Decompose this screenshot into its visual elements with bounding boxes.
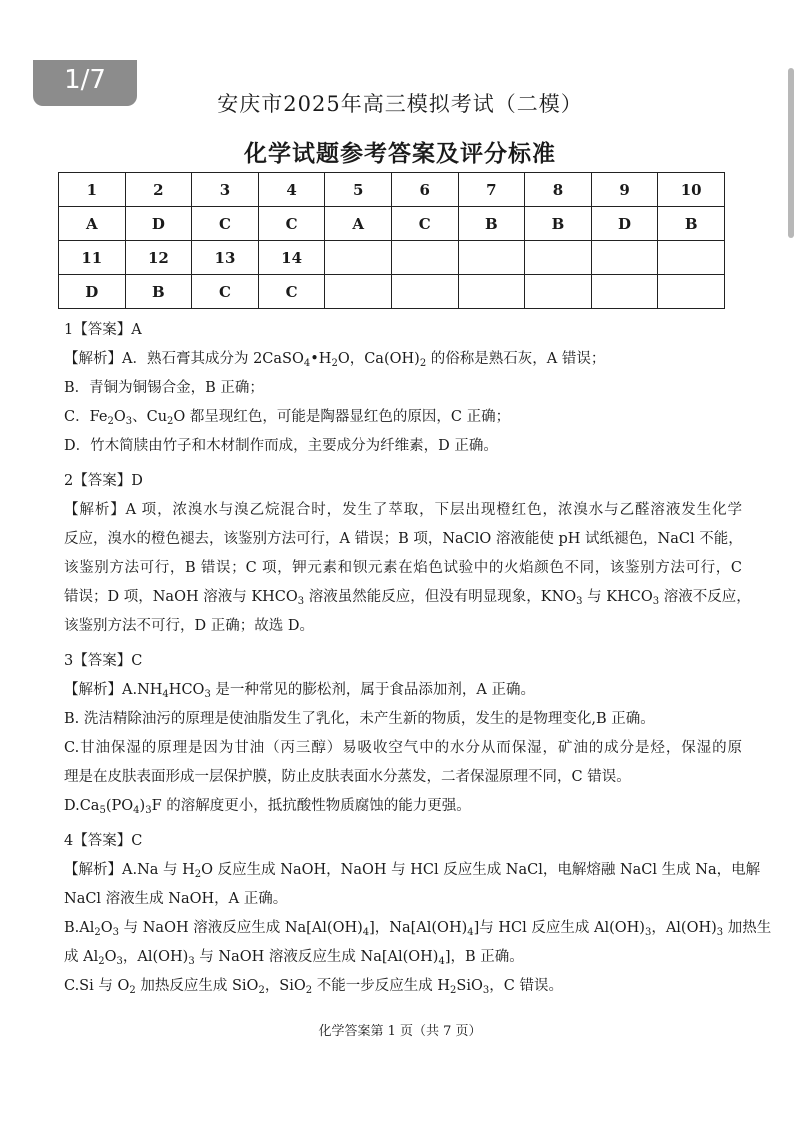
answer-cell: D — [59, 275, 126, 309]
answer-cell: B — [125, 275, 192, 309]
answer-cell: B — [525, 207, 592, 241]
explanations — [64, 316, 772, 1001]
q4-explanation-line: NaCl 溶液生成 NaOH，A 正确。 — [64, 891, 288, 907]
question-number-cell: 1 — [59, 173, 126, 207]
answer-cell — [391, 275, 458, 309]
page-indicator-badge: 1/7 — [33, 60, 137, 106]
q4-explanation-line: C.Si 与 $O_2$ 加热反应生成 SiO$_2$，SiO$_2$ 不能一步反应生成 $H_2SiO_3$，C 错误。 — [64, 978, 563, 996]
answer-cell — [458, 275, 525, 309]
question-number-cell: 4 — [258, 173, 325, 207]
answer-cell: A — [59, 207, 126, 241]
answer-cell — [658, 275, 725, 309]
question-number-cell: 3 — [192, 173, 259, 207]
answer-cell: D — [591, 207, 658, 241]
answer-cell — [591, 275, 658, 309]
question-number-cell: 8 — [525, 173, 592, 207]
answer-key-title: 化学试题参考答案及评分标准 — [244, 140, 556, 167]
question-number-cell — [658, 241, 725, 275]
question-number-cell — [525, 241, 592, 275]
q4-explanation-line: 成 $Al_2O_3$，$Al(OH)_3$ 与 NaOH 溶液反应生成 $Na[Al(OH)_4]$，B 正确。 — [64, 949, 524, 967]
q3-explanation-line: 理是在皮肤表面形成一层保护膜，防止皮肤表面水分蒸发，二者保湿原理不同，C 错误。 — [64, 769, 631, 785]
question-number-cell: 7 — [458, 173, 525, 207]
question-number-row — [59, 173, 725, 207]
answer-cell: A — [325, 207, 392, 241]
q4-explanation-line: $B.Al_2O_3$ 与 NaOH 溶液反应生成 $Na[Al(OH)_4]$，$Na[Al(OH)_4]$与 HCl 反应生成 $Al(OH)_3$，$Al(OH)_3$ 加热生 — [64, 920, 772, 938]
q2-explanation-line: 【解析】A 项，浓溴水与溴乙烷混合时，发生了萃取，下层出现橙红色，浓溴水与乙醛溶液发生化学 — [64, 502, 742, 518]
answer-cell — [325, 275, 392, 309]
question-number-cell — [325, 241, 392, 275]
question-number-cell: 10 — [658, 173, 725, 207]
answer-table — [58, 172, 725, 309]
q2-explanation-line: 该鉴别方法不可行，D 正确；故选 D。 — [64, 618, 314, 634]
answer-cell: C — [192, 207, 259, 241]
answer-cell: B — [658, 207, 725, 241]
answer-cell — [525, 275, 592, 309]
q1-explanation-line: D．竹木简牍由竹子和木材制作而成，主要成分为纤维素，D 正确。 — [64, 438, 498, 454]
question-number-cell: 12 — [125, 241, 192, 275]
answer-row — [59, 207, 725, 241]
question-number-cell: 11 — [59, 241, 126, 275]
q1-explanation-line: C．$Fe_2O_3$、$Cu_2O$ 都呈现红色，可能是陶器显红色的原因，C 正确； — [64, 409, 511, 427]
question-number-cell: 6 — [391, 173, 458, 207]
answer-cell: C — [258, 207, 325, 241]
answer-cell: D — [125, 207, 192, 241]
page-footer: 化学答案第 1 页（共 7 页） — [318, 1024, 482, 1039]
question-number-cell: 9 — [591, 173, 658, 207]
q4-answer-heading: 4【答案】C — [64, 833, 143, 849]
question-number-cell: 14 — [258, 241, 325, 275]
q3-explanation-line: $D.Ca_5(PO_4)_3F$ 的溶解度更小，抵抗酸性物质腐蚀的能力更强。 — [64, 798, 471, 816]
q4-explanation-line: 【解析】A.Na 与 $H_2O$ 反应生成 NaOH，NaOH 与 HCl 反应生成 NaCl，电解熔融 NaCl 生成 Na，电解 — [64, 862, 761, 880]
q3-explanation-line: B. 洗洁精除油污的原理是使油脂发生了乳化，未产生新的物质，发生的是物理变化,B 正确。 — [64, 711, 655, 727]
q2-explanation-line: 反应，溴水的橙色褪去，该鉴别方法可行，A 错误；B 项，NaClO 溶液能使 pH 试纸褪色，NaCl 不能， — [64, 531, 743, 547]
question-number-cell: 5 — [325, 173, 392, 207]
question-number-cell — [458, 241, 525, 275]
question-number-cell: 13 — [192, 241, 259, 275]
answer-cell: B — [458, 207, 525, 241]
answer-cell: C — [391, 207, 458, 241]
question-number-cell — [391, 241, 458, 275]
q3-answer-heading: 3【答案】C — [64, 653, 143, 669]
q1-explanation-line: 【解析】A．熟石膏其成分为 $2CaSO_4•H_2O$，$Ca(OH)_2$ 的俗称是熟石灰，A 错误； — [64, 351, 606, 369]
answer-cell: C — [192, 275, 259, 309]
q1-answer-heading: 1【答案】A — [64, 322, 142, 338]
question-number-cell: 2 — [125, 173, 192, 207]
q2-explanation-line: 错误；D 项，NaOH 溶液与 $KHCO_3$ 溶液虽然能反应，但没有明显现象，$KNO_3$ 与 $KHCO_3$ 溶液不反应， — [64, 589, 751, 607]
answer-row — [59, 275, 725, 309]
q1-explanation-line: B．青铜为铜锡合金，B 正确； — [64, 380, 264, 396]
question-number-cell — [591, 241, 658, 275]
q3-explanation-line: 【解析】$A.NH_4HCO_3$ 是一种常见的膨松剂，属于食品添加剂，A 正确。 — [64, 682, 536, 700]
q2-explanation-line: 该鉴别方法可行，B 错误；C 项，钾元素和钡元素在焰色试验中的火焰颜色不同，该鉴别方法可行，C — [64, 560, 742, 576]
exam-title: 安庆市2025年高三模拟考试（二模） — [217, 92, 583, 116]
answer-cell: C — [258, 275, 325, 309]
question-number-row — [59, 241, 725, 275]
q3-explanation-line: C.甘油保湿的原理是因为甘油（丙三醇）易吸收空气中的水分从而保湿，矿油的成分是烃，保湿的原 — [64, 740, 742, 756]
q2-answer-heading: 2【答案】D — [64, 473, 143, 489]
